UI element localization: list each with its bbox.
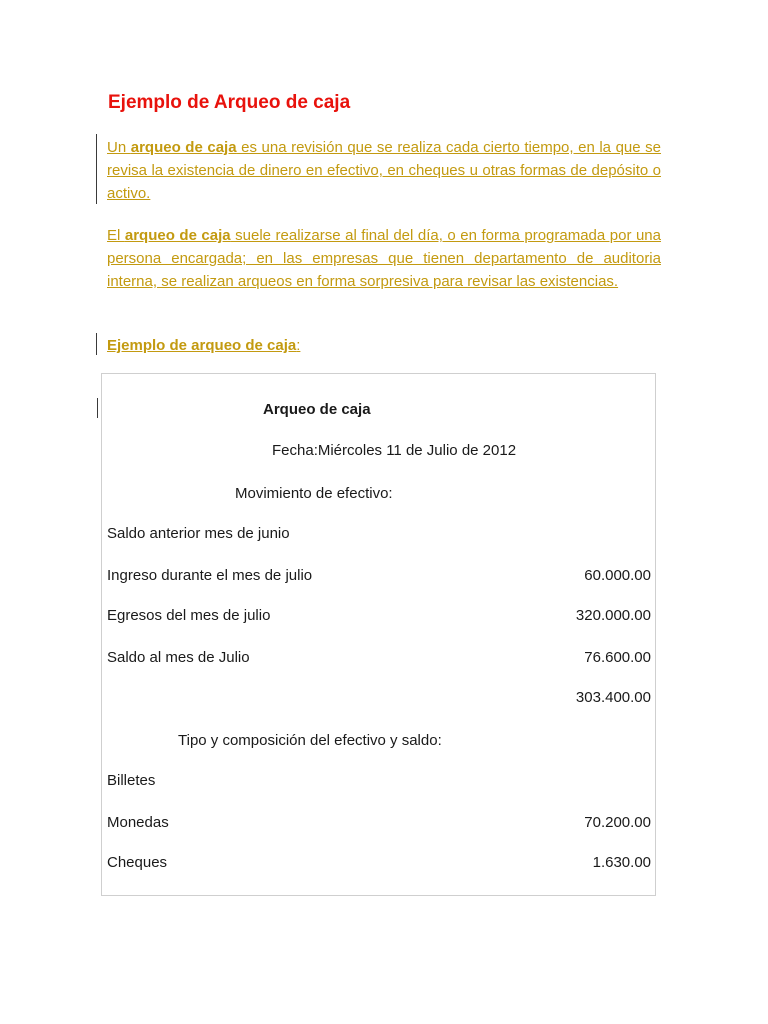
page-title: Ejemplo de Arqueo de caja: [108, 92, 351, 113]
row-label: Egresos del mes de julio: [107, 607, 271, 624]
arqueo-date: Fecha:Miércoles 11 de Julio de 2012: [272, 442, 517, 459]
text-cursor-marker: [96, 333, 97, 355]
row-label: Cheques: [107, 854, 168, 871]
section-movement-heading: Movimiento de efectivo:: [235, 485, 393, 502]
row-label: Saldo al mes de Julio: [107, 649, 250, 666]
example-heading-colon: :: [296, 337, 301, 354]
row-label: Billetes: [107, 772, 156, 789]
row-amount: 60.000.00: [584, 567, 651, 584]
timing-paragraph-pre: El: [107, 227, 125, 244]
row-amount: 70.200.00: [584, 814, 651, 831]
row-amount: 1.630.00: [592, 854, 651, 871]
row-amount: 303.400.00: [575, 689, 651, 706]
section-composition-heading: Tipo y composición del efectivo y saldo:: [178, 732, 442, 749]
timing-paragraph-keyword: arqueo de caja: [124, 227, 231, 244]
row-amount: 320.000.00: [575, 607, 651, 624]
row-label: Monedas: [107, 814, 169, 831]
timing-paragraph[interactable]: [107, 224, 661, 293]
row-amount: 76.600.00: [584, 649, 651, 666]
text-cursor-marker: [97, 398, 98, 418]
row-label: Ingreso durante el mes de julio: [107, 567, 313, 584]
example-heading-label: Ejemplo de arqueo de caja: [107, 337, 297, 354]
timing-paragraph-post: suele realizarse al final del día, o en forma programada por una persona encargada; en las empresas que tienen departamento de auditoria interna, se realizan arqueos en forma sorpresiva para revisar las existencias.: [107, 227, 661, 290]
example-heading[interactable]: [107, 334, 300, 357]
text-cursor-marker: [96, 134, 97, 204]
intro-paragraph-post: es una revisión que se realiza cada cierto tiempo, en la que se revisa la existencia de dinero en efectivo, en cheques u otras formas de depósito o activo.: [107, 139, 662, 202]
intro-paragraph-keyword: arqueo de caja: [130, 139, 237, 156]
row-label: Saldo anterior mes de junio: [107, 525, 290, 542]
intro-paragraph-pre: Un: [107, 139, 131, 156]
intro-paragraph[interactable]: [107, 136, 661, 205]
arqueo-card: [101, 373, 656, 896]
arqueo-title: Arqueo de caja: [263, 401, 371, 418]
